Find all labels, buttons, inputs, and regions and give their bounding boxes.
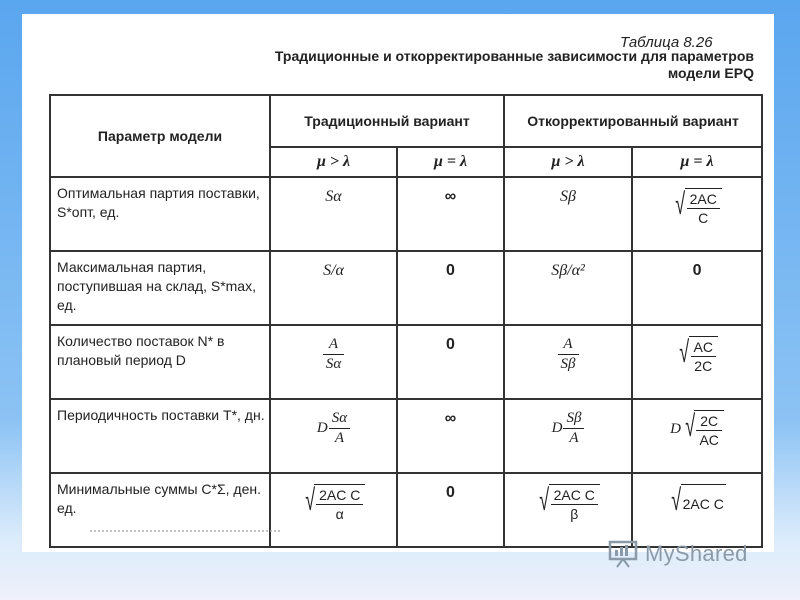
- formula-cell: [504, 325, 632, 399]
- formula-cell: D $\frac{S\beta}{A}$: [504, 399, 632, 473]
- formula-cell: [504, 473, 632, 547]
- formula-cell: [270, 325, 397, 399]
- title-line-1: Традиционные и откорректированные зависимости для параметров: [274, 48, 754, 64]
- table-title: [114, 48, 754, 82]
- sqrt-formula: √ $\frac{AC}{2C}$: [676, 336, 718, 374]
- formula-cell: Sβ: [504, 177, 632, 251]
- formula-cell: 0: [632, 251, 762, 325]
- formula-cell: S/α: [270, 251, 397, 325]
- row-label: Минимальные суммы C*Σ, ден. ед.: [50, 473, 270, 547]
- sqrt-formula: √ $\frac{2AC}{C}$: [672, 188, 722, 226]
- sqrt-formula: √ $\frac{\text{2AC C}}{\alpha}$: [302, 484, 366, 522]
- table-row: [50, 251, 762, 325]
- formula-cell: 0: [397, 251, 504, 325]
- table-number: Таблица 8.26: [620, 34, 713, 51]
- document-page: [22, 14, 774, 552]
- formula-cell: [632, 325, 762, 399]
- header-trad-eq: μ = λ: [397, 147, 504, 177]
- table-row: [50, 177, 762, 251]
- table-row: [50, 399, 762, 473]
- formula-cell: [270, 473, 397, 547]
- header-trad-gt: μ > λ: [270, 147, 397, 177]
- row-label: Количество поставок N* в плановый период D: [50, 325, 270, 399]
- title-line-2: модели EPQ: [667, 65, 754, 81]
- row-label: Оптимальная партия поставки, S*опт, ед.: [50, 177, 270, 251]
- watermark-logo: [607, 540, 748, 568]
- header-traditional: Традиционный вариант: [270, 95, 504, 147]
- fraction: $\frac{S\beta}{A}$: [563, 410, 584, 447]
- formula-cell: 0: [397, 325, 504, 399]
- formula-cell: [632, 473, 762, 547]
- row-label: Периодичность поставки T*, дн.: [50, 399, 270, 473]
- formula-cell: Sβ/α²: [504, 251, 632, 325]
- fraction: $\frac{A}{S\alpha}$: [323, 336, 344, 373]
- cropped-footer-text: [90, 530, 280, 540]
- table-header-row: [50, 95, 762, 147]
- presentation-icon: [607, 540, 641, 568]
- fraction: $\frac{A}{S\beta}$: [558, 336, 579, 373]
- formula-cell: ∞: [397, 177, 504, 251]
- table-row: [50, 325, 762, 399]
- header-param: Параметр модели: [50, 95, 270, 177]
- fraction: $\frac{S\alpha}{A}$: [329, 410, 350, 447]
- header-corr-eq: μ = λ: [632, 147, 762, 177]
- row-label: Максимальная партия, поступившая на склад, S*max, ед.: [50, 251, 270, 325]
- sqrt-formula: √ $\frac{2C}{AC}$: [682, 410, 724, 448]
- formula-cell: Sα: [270, 177, 397, 251]
- sqrt-formula: √ 2AC C: [671, 484, 724, 517]
- sqrt-formula: √ $\frac{\text{2AC C}}{\beta}$: [536, 484, 600, 522]
- watermark-text: MyShared: [645, 541, 748, 566]
- epq-table: [49, 94, 763, 548]
- formula-cell: [632, 177, 762, 251]
- formula-cell: ∞: [397, 399, 504, 473]
- header-corrected: Откорректированный вариант: [504, 95, 762, 147]
- formula-cell: D √ $\frac{2C}{AC}$: [632, 399, 762, 473]
- formula-cell: D $\frac{S\alpha}{A}$: [270, 399, 397, 473]
- header-corr-gt: μ > λ: [504, 147, 632, 177]
- formula-cell: 0: [397, 473, 504, 547]
